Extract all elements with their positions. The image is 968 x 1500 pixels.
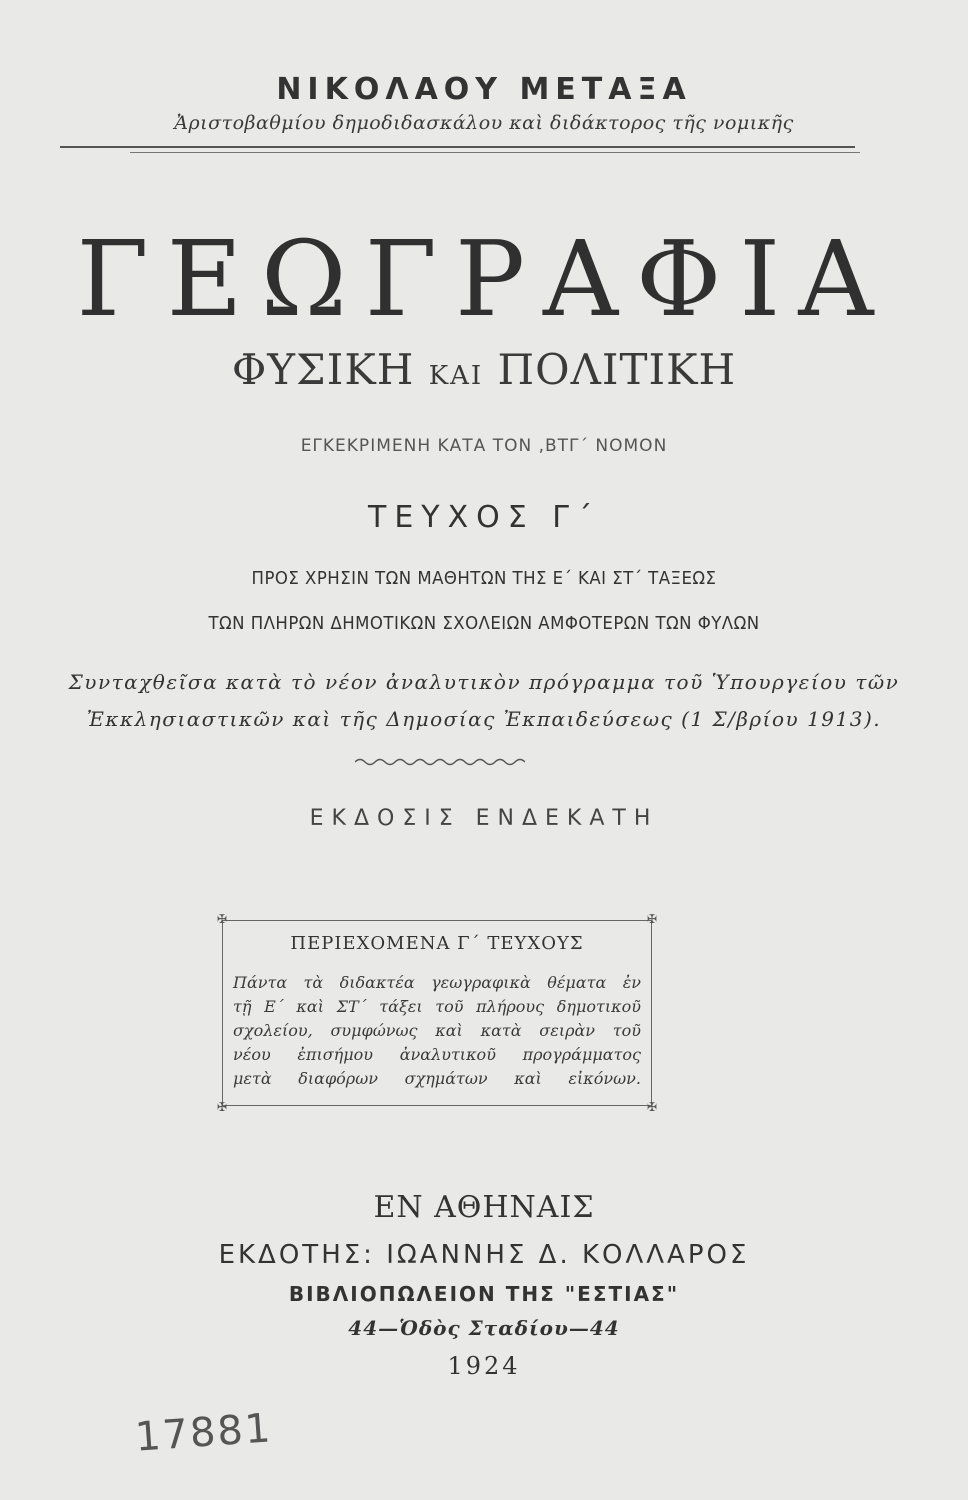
contents-line: σχολείου, συμφώνως καὶ κατὰ σειρὰν τοῦ [233,1021,641,1040]
contents-box [217,912,657,1114]
book-title: ΓΕΩΓΡΑΦΙΑ [76,218,892,340]
header-rule [60,146,855,148]
bookshop-address: 44—Ὁδὸς Σταδίου—44 [348,1316,620,1340]
approval-note: ΕΓΚΕΚΡΙΜΕΝΗ ΚΑΤΑ ΤΟΝ ,ΒΤΓ΄ ΝΟΜΟΝ [300,436,668,456]
compiled-note-line-1: Συνταχθεῖσα κατὰ τὸ νέον ἀναλυτικὸν πρόγραμμα τοῦ Ὑπουργείου τῶν [68,670,900,694]
subtitle-and: ΚΑΙ [428,361,484,391]
contents-line: Πάντα τὰ διδακτέα γεωγραφικὰ θέματα ἐν [233,973,641,992]
publication-city: ΕΝ ΑΘΗΝΑΙΣ [373,1190,595,1225]
corner-ornament-icon: ✠ [646,912,657,926]
bookshop-name: ΒΙΒΛΙΟΠΩΛΕΙΟΝ ΤΗΣ "ΕΣΤΙΑΣ" [288,1282,680,1306]
book-subtitle [0,345,968,394]
subtitle-political: ΠΟΛΙΤΙΚΗ [497,345,737,394]
subtitle-physical: ΦΥΣΙΚΗ [231,345,415,394]
corner-ornament-icon: ✠ [217,912,228,926]
contents-line: μετὰ διαφόρων σχημάτων καὶ εἰκόνων. [233,1069,641,1088]
wave-ornament [355,755,525,769]
volume-label: ΤΕΥΧΟΣ Γ΄ [368,500,600,535]
publication-year: 1924 [447,1352,521,1380]
author-name: ΝΙΚΟΛΑΟΥ ΜΕΤΑΞΑ [276,72,692,107]
intended-use-line-2: ΤΩΝ ΠΛΗΡΩΝ ΔΗΜΟΤΙΚΩΝ ΣΧΟΛΕΙΩΝ ΑΜΦΟΤΕΡΩΝ ΤΩΝ ΦΥΛΩΝ [208,613,760,634]
publisher-name: ΕΚΔΟΤΗΣ: ΙΩΑΝΝΗΣ Δ. ΚΟΛΛΑΡΟΣ [218,1240,750,1270]
contents-line: νέου ἐπισήμου ἀναλυτικοῦ προγράμματος [233,1045,641,1064]
corner-ornament-icon: ✠ [217,1100,228,1114]
contents-line: τῇ Ε΄ καὶ ΣΤ΄ τάξει τοῦ πλήρους δημοτικοῦ [233,997,641,1016]
contents-title: ΠΕΡΙΕΧΟΜΕΝΑ Γ΄ ΤΕΥΧΟΥΣ [290,933,584,954]
intended-use-line-1: ΠΡΟΣ ΧΡΗΣΙΝ ΤΩΝ ΜΑΘΗΤΩΝ ΤΗΣ Ε΄ ΚΑΙ ΣΤ΄ ΤΑΞΕΩΣ [251,568,717,589]
author-credentials: Ἀριστοβαθμίου δημοδιδασκάλου καὶ διδάκτορος τῆς νομικῆς [174,112,794,134]
corner-ornament-icon: ✠ [646,1100,657,1114]
header-rule-thin [130,152,860,153]
handwritten-shelfmark: 17881 [133,1405,274,1461]
edition-label: ΕΚΔΟΣΙΣ ΕΝΔΕΚΑΤΗ [309,806,659,831]
compiled-note-line-2: Ἐκκλησιαστικῶν καὶ τῆς Δημοσίας Ἐκπαιδεύσεως (1 Σ/βρίου 1913). [86,707,882,731]
